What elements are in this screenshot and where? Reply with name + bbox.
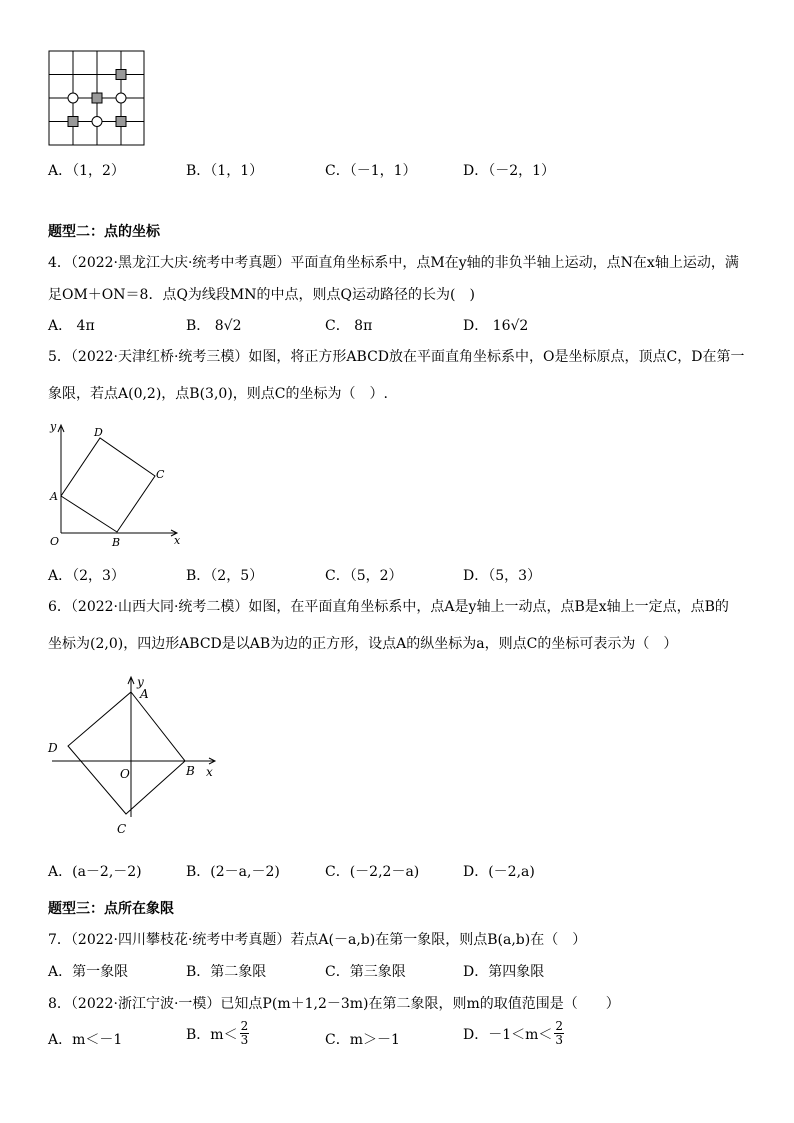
grey-piece [116, 117, 126, 127]
q8-option-d-text: D．－1＜m＜ [463, 1026, 553, 1043]
fraction-numerator: 2 [240, 1019, 249, 1033]
q4-option-c[interactable]: C． 8π [325, 318, 373, 334]
point-a-label: A [140, 687, 149, 701]
white-piece [68, 93, 78, 103]
fraction [554, 1020, 564, 1047]
x-axis-label: x [206, 765, 213, 779]
q8-stem: 8．（2022·浙江宁波·一模）已知点P(m＋1,2－3m)在第二象限，则m的取值范围是（ ） [48, 996, 620, 1012]
white-piece [92, 117, 102, 127]
point-c-label: C [156, 468, 165, 481]
section-heading-3: 题型三：点所在象限 [48, 901, 174, 917]
q8-option-b-text: B．m＜ [186, 1026, 238, 1043]
grey-piece [92, 93, 102, 103]
q7-option-b[interactable]: B．第二象限 [186, 964, 267, 980]
q4-option-b[interactable]: B． 8√2 [186, 318, 242, 334]
q3-option-b[interactable]: B．（1，1） [186, 163, 264, 179]
q6-figure [44, 672, 229, 842]
q6-option-d[interactable]: D．(－2,a) [463, 864, 535, 880]
point-b-label: B [186, 764, 195, 778]
fraction [240, 1020, 250, 1047]
q6-option-b[interactable]: B．(2－a,－2) [186, 864, 280, 880]
q7-stem: 7．（2022·四川攀枝花·统考中考真题）若点A(－a,b)在第一象限，则点B(a,b)在（ ） [48, 932, 587, 948]
q7-option-a[interactable]: A．第一象限 [48, 964, 129, 980]
fraction-denominator: 3 [240, 1033, 249, 1047]
q7-option-d[interactable]: D．第四象限 [463, 964, 545, 980]
q3-option-c[interactable]: C．（－1，1） [325, 163, 417, 179]
fraction-numerator: 2 [555, 1019, 564, 1033]
q5-option-c[interactable]: C．（5，2） [325, 568, 403, 584]
q5-stem-line2: 象限，若点A(0,2)，点B(3,0)，则点C的坐标为（ ）. [48, 386, 388, 402]
point-b-label: B [112, 536, 121, 548]
point-d-label: D [48, 741, 58, 755]
q8-option-a[interactable]: A．m＜－1 [48, 1032, 123, 1048]
q8-option-c[interactable]: C．m＞－1 [325, 1032, 400, 1048]
grey-piece [68, 117, 78, 127]
y-axis-label: y [137, 675, 144, 689]
q7-option-c[interactable]: C．第三象限 [325, 964, 406, 980]
q6-stem-line2: 坐标为(2,0)，四边形ABCD是以AB为边的正方形，设点A的纵坐标为a，则点C的坐标可表示为（ ） [48, 636, 678, 652]
q8-option-b[interactable] [186, 1020, 249, 1047]
q5-option-a[interactable]: A．（2，3） [48, 568, 125, 584]
q4-option-a[interactable]: A． 4π [48, 318, 95, 334]
point-c-label: C [117, 822, 127, 836]
x-axis-label: x [174, 534, 181, 547]
origin-label: O [120, 767, 130, 781]
grey-piece [116, 70, 126, 80]
origin-label: O [50, 535, 60, 548]
q3-option-d[interactable]: D．（－2，1） [463, 163, 556, 179]
grid-figure [48, 50, 148, 148]
q5-option-b[interactable]: B．（2，5） [186, 568, 264, 584]
q6-option-a[interactable]: A．(a－2,－2) [48, 864, 142, 880]
q4-stem-line2: 足OM＋ON＝8．点Q为线段MN的中点，则点Q运动路径的长为( ) [48, 287, 475, 303]
fraction-denominator: 3 [555, 1033, 564, 1047]
point-a-label: A [50, 490, 58, 503]
q5-figure [44, 420, 189, 548]
q5-stem-line1: 5．（2022·天津红桥·统考三模）如图，将正方形ABCD放在平面直角坐标系中，O是坐标原点，顶点C，D在第一 [48, 349, 745, 365]
white-piece [116, 93, 126, 103]
q6-option-c[interactable]: C．(－2,2－a) [325, 864, 420, 880]
point-d-label: D [94, 426, 103, 439]
square-abcd [68, 692, 185, 814]
square-abcd [61, 438, 155, 532]
q3-option-a[interactable]: A．（1，2） [48, 163, 125, 179]
q5-option-d[interactable]: D．（5，3） [463, 568, 542, 584]
y-axis-label: y [50, 420, 57, 433]
section-heading-2: 题型二：点的坐标 [48, 224, 160, 240]
q4-option-d[interactable]: D． 16√2 [463, 318, 529, 334]
q4-stem-line1: 4．（2022·黑龙江大庆·统考中考真题）平面直角坐标系中，点M在y轴的非负半轴上运动，点N在x轴上运动，满 [48, 255, 739, 271]
q6-stem-line1: 6．（2022·山西大同·统考二模）如图，在平面直角坐标系中，点A是y轴上一动点，点B是x轴上一定点，点B的 [48, 599, 729, 615]
q8-option-d[interactable] [463, 1020, 564, 1047]
